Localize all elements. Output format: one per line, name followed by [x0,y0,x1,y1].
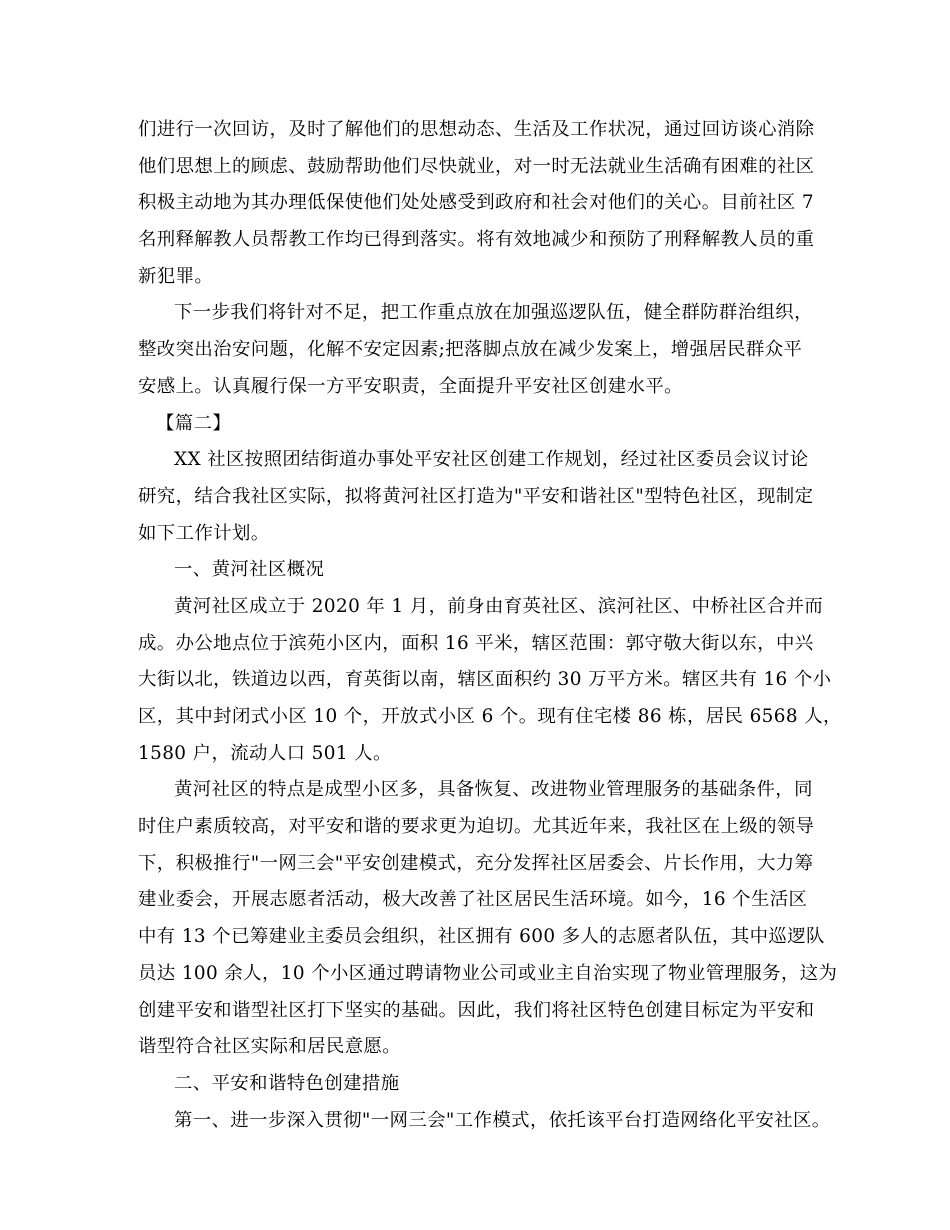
paragraph-first-line: 第一、进一步深入贯彻"一网三会"工作模式，依托该平台打造网络化平安社区。 [174,1109,831,1131]
text-line: 名刑释解教人员帮教工作均已得到落实。将有效地减少和预防了刑释解教人员的重 [138,229,815,251]
text-line: 如下工作计划。 [138,522,270,544]
text-line: 们进行一次回访，及时了解他们的思想动态、生活及工作状况，通过回访谈心消除 [138,119,815,140]
subsection-heading: 二、平安和谐特色创建措施 [174,1072,400,1094]
text-line: 整改突出治安问题，化解不安定因素;把落脚点放在减少发案上，增强居民群众平 [138,339,803,361]
text-line: 新犯罪。 [138,265,214,287]
paragraph-first-line: 黄河社区的特点是成型小区多，具备恢复、改进物业管理服务的基础条件，同 [174,779,813,801]
text-line: 1580 户，流动人口 501 人。 [138,742,392,764]
text-line: 时住户素质较高，对平安和谐的要求更为迫切。尤其近年来，我社区在上级的领导 [138,816,815,838]
text-line: 谐型符合社区实际和居民意愿。 [138,1036,402,1058]
text-line: 创建平安和谐型社区打下坚实的基础。因此，我们将社区特色创建目标定为平安和 [138,999,815,1021]
subsection-heading: 一、黄河社区概况 [174,559,325,581]
text-line: 区，其中封闭式小区 10 个，开放式小区 6 个。现有住宅楼 86 栋，居民 6568 人， [138,706,842,727]
text-line: 中有 13 个已筹建业主委员会组织，社区拥有 600 多人的志愿者队伍，其中巡逻队 [138,926,825,948]
paragraph-first-line: 黄河社区成立于 2020 年 1 月，前身由育英社区、滨河社区、中桥社区合并而 [174,595,824,617]
text-line: 研究，结合我社区实际，拟将黄河社区打造为"平安和谐社区"型特色社区，现制定 [138,485,814,507]
paragraph-first-line: 下一步我们将针对不足，把工作重点放在加强巡逻队伍，健全群防群治组织， [174,302,813,324]
text-line: 成。办公地点位于滨苑小区内，面积 16 平米，辖区范围：郭守敬大街以东，中兴 [138,632,814,654]
text-line: 下，积极推行"一网三会"平安创建模式，充分发挥社区居委会、片长作用，大力筹 [138,852,814,874]
text-line: 大街以北，铁道边以西，育英街以南，辖区面积约 30 万平方米。辖区共有 16 个小 [138,669,832,691]
section-heading: 【篇二】 [156,412,232,434]
text-line: 他们思想上的顾虑、鼓励帮助他们尽快就业，对一时无法就业生活确有困难的社区 [138,155,815,177]
paragraph-first-line: XX 社区按照团结街道办事处平安社区创建工作规划，经过社区委员会议讨论 [174,449,809,471]
text-line: 建业委会，开展志愿者活动，极大改善了社区居民生活环境。如今，16 个生活区 [138,889,808,911]
text-line: 安感上。认真履行保一方平安职责，全面提升平安社区创建水平。 [138,375,683,397]
document-body [138,112,842,1139]
text-line: 员达 100 余人，10 个小区通过聘请物业公司或业主自治实现了物业管理服务，这为 [138,962,838,984]
text-line: 积极主动地为其办理低保使他们处处感受到政府和社会对他们的关心。目前社区 7 [138,192,815,214]
